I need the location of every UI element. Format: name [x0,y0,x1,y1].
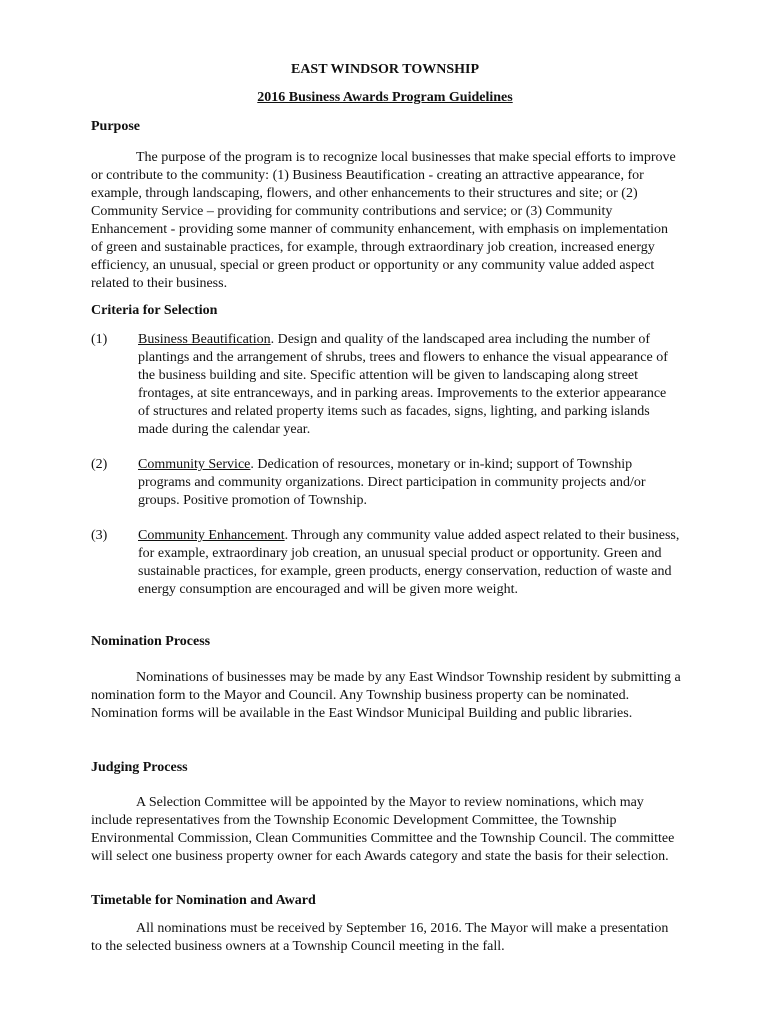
criteria-item-text: . Through any community value added aspect related to their business, for example, extraordinary job creation, an unusual special product or opportunity. Green and sustainable practices, for example, green products, energy conservation, reduction of waste and energy consumption are encouraged and will be given more weight. [138,528,680,597]
criteria-item-body [138,331,681,439]
criteria-item-number: (3) [91,528,108,543]
criteria-item-2 [91,456,681,510]
criteria-item-text: . Dedication of resources, monetary or in-kind; support of Township programs and community organizations. Direct participation in community projects and/or groups. Positive promotion of Township. [138,457,646,508]
criteria-item-body [138,527,681,599]
purpose-paragraph: The purpose of the program is to recognize local businesses that make special efforts to improve or contribute to the community: (1) Business Beautification - creating an attractive appearance, for example, through landscaping, flowers, and other enhancements to their structures and site; or (2) Community Service – providing for community contributions and service; or (3) Community Enhancement - providing some manner of community enhancement, with emphasis on implementation of green and sustainable practices, for example, through extraordinary job creation, increased energy efficiency, an unusual, special or green product or opportunity or any community value added aspect related to their business. [91,150,676,291]
criteria-item-term: Community Enhancement [138,528,285,543]
nomination-paragraph: Nominations of businesses may be made by any East Windsor Township resident by submitting a nomination form to the Mayor and Council. Any Township business property can be nominated. Nomination forms will be available in the East Windsor Municipal Building and public libraries. [91,670,681,721]
criteria-item-1 [91,331,681,439]
document-title: EAST WINDSOR TOWNSHIP [290,62,480,77]
judging-heading: Judging Process [91,760,188,775]
criteria-item-term: Community Service [138,457,251,472]
timetable-paragraph: All nominations must be received by September 16, 2016. The Mayor will make a presentation to the selected business owners at a Township Council meeting in the fall. [91,921,669,954]
criteria-item-number: (1) [91,332,108,347]
criteria-item-text: . Design and quality of the landscaped area including the number of plantings and the arrangement of shrubs, trees and flowers to enhance the visual appearance of the business building and site. Specific attention will be given to landscaping along street frontages, at site entranceways, and in parking areas. Improvements to the exterior appearance of structures and related property items such as facades, signs, lighting, and parking islands made during the calendar year. [138,332,668,437]
judging-paragraph: A Selection Committee will be appointed by the Mayor to review nominations, which may include representatives from the Township Economic Development Committee, the Township Environmental Commission, Clean Communities Committee and the Township Council. The committee will select one business property owner for each Awards category and state the basis for their selection. [91,795,675,864]
criteria-item-number: (2) [91,457,108,472]
criteria-item-3 [91,527,681,599]
nomination-heading: Nomination Process [91,634,211,649]
criteria-item-term: Business Beautification [138,332,271,347]
criteria-item-body [138,456,681,510]
purpose-heading: Purpose [91,119,140,134]
timetable-heading: Timetable for Nomination and Award [91,893,316,908]
document-subtitle-text: 2016 Business Awards Program Guidelines [257,90,513,105]
criteria-heading: Criteria for Selection [91,303,218,318]
document-subtitle [0,90,770,106]
